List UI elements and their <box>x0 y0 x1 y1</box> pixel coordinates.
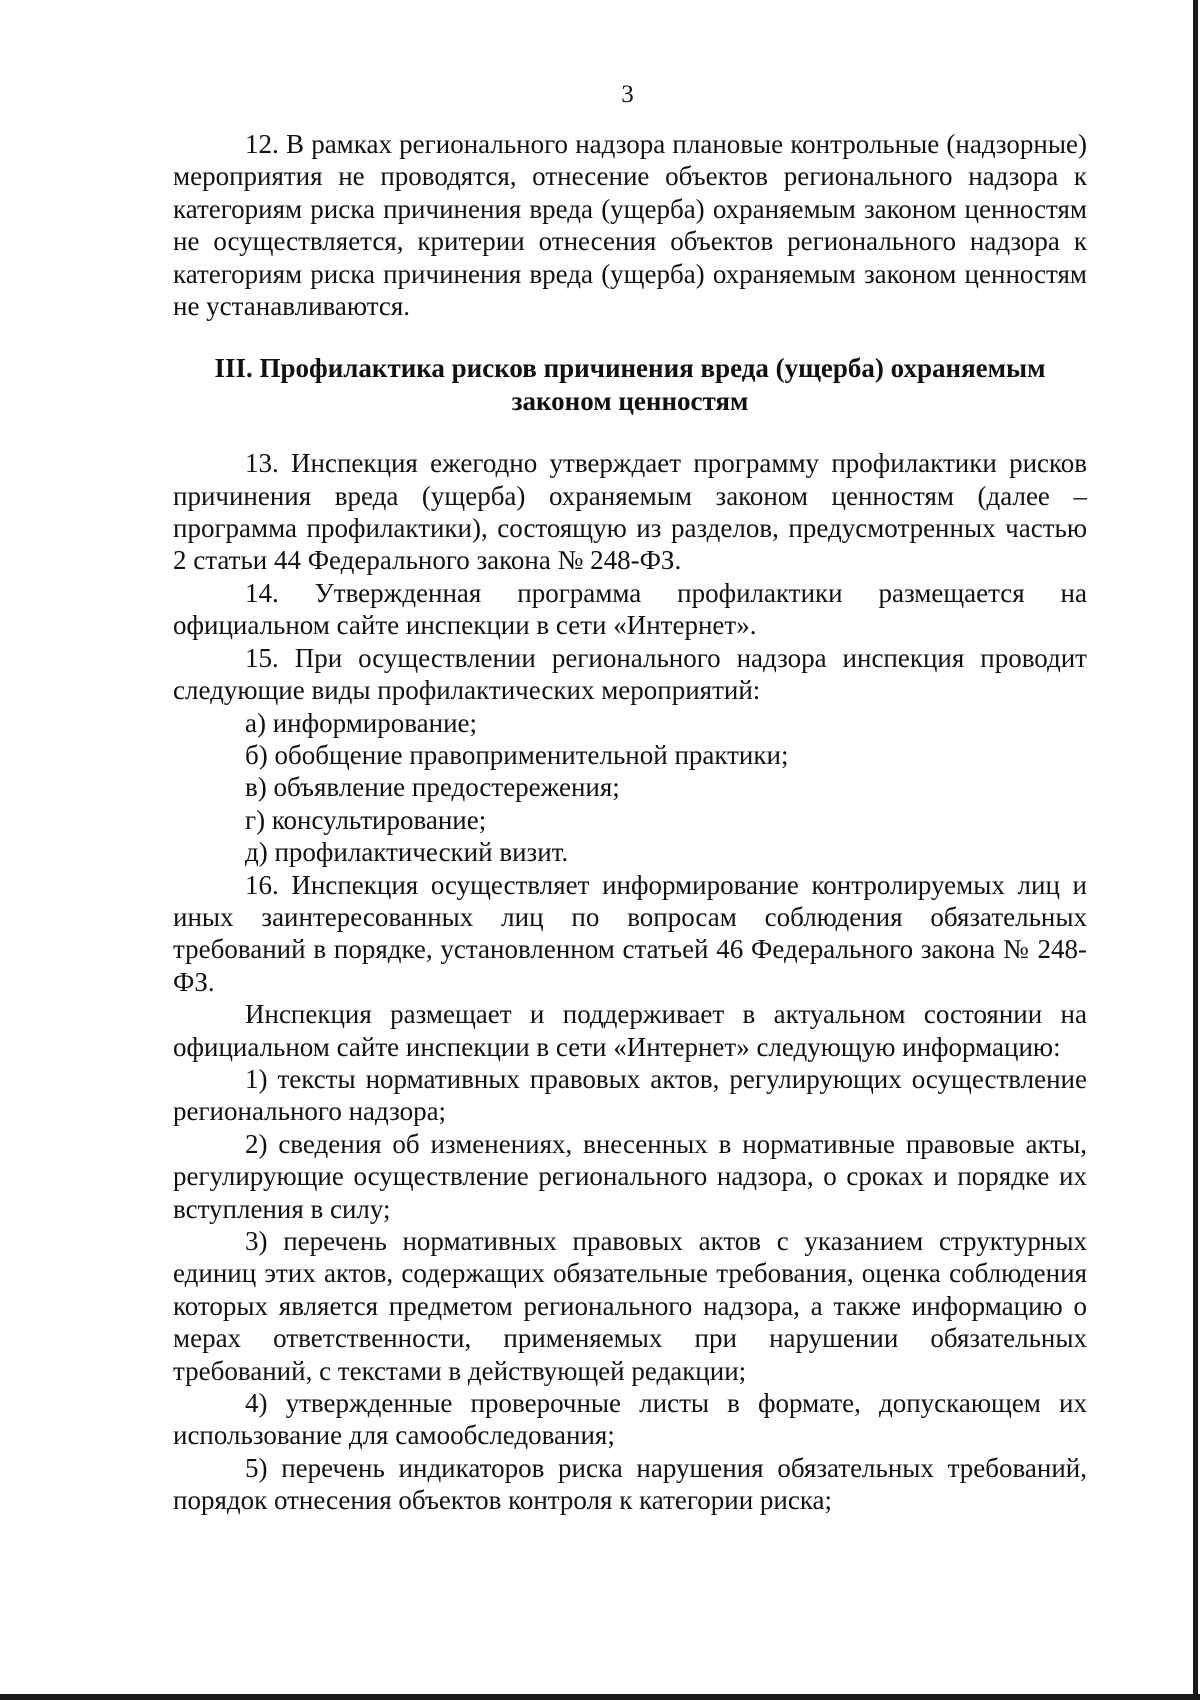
info-item-5: 5) перечень индикаторов риска нарушения обязательных требований, порядок отнесения объектов контроля к категории риска; <box>173 1452 1087 1516</box>
scan-edge-right <box>1193 0 1198 1700</box>
info-item-4: 4) утвержденные проверочные листы в формате, допускающем их использование для самообследования; <box>173 1388 1087 1451</box>
info-item-3: 3) перечень нормативных правовых актов с указанием структурных единиц этих актов, содержащих обязательные требования, оценка соблюдения которых является предметом регионального надзора, а также информацию о мерах ответственности, применяемых при нарушении обязательных требований, с текстами в действующей редакции; <box>173 1226 1087 1386</box>
list-item-b: б) обобщение правоприменительной практики; <box>245 739 789 770</box>
paragraph-15: 15. При осуществлении регионального надзора инспекция проводит следующие виды профилактических мероприятий: <box>173 642 1087 706</box>
list-item-a: а) информирование; <box>245 707 478 738</box>
document-body <box>173 128 1087 1517</box>
scan-edge-bottom <box>0 1694 1200 1700</box>
paragraph-16: 16. Инспекция осуществляет информирование контролируемых лиц и иных заинтересованных лиц по вопросам соблюдения обязательных требований в порядке, установленном статьей 46 Федерального закона № 248-ФЗ. <box>173 869 1087 997</box>
paragraph-13: 13. Инспекция ежегодно утверждает программу профилактики рисков причинения вреда (ущерба) охраняемым законом ценностям (далее – программа профилактики), состоящую из разделов, предусмотренных частью 2 статьи 44 Федерального закона № 248-ФЗ. <box>173 448 1087 576</box>
list-item-g: г) консультирование; <box>245 804 487 835</box>
paragraph-12: 12. В рамках регионального надзора плановые контрольные (надзорные) мероприятия не проводятся, отнесение объектов регионального надзора к категориям риска причинения вреда (ущерба) охраняемым законом ценностям не осуществляется, критерии отнесения объектов регионального надзора к категориям риска причинения вреда (ущерба) охраняемым законом ценностям не устанавливаются. <box>173 129 1087 322</box>
info-item-2: 2) сведения об изменениях, внесенных в нормативные правовые акты, регулирующие осуществление регионального надзора, о сроках и порядке их вступления в силу; <box>173 1128 1087 1224</box>
section-heading: III. Профилактика рисков причинения вреда (ущерба) охраняемым законом ценностям <box>214 353 1046 416</box>
paragraph-info-intro: Инспекция размещает и поддерживает в актуальном состоянии на официальном сайте инспекции в сети «Интернет» следующую информацию: <box>173 999 1087 1062</box>
list-item-d: д) профилактический визит. <box>245 837 569 868</box>
info-item-1: 1) тексты нормативных правовых актов, регулирующих осуществление регионального надзора; <box>173 1063 1087 1127</box>
page-number: 3 <box>621 81 634 108</box>
paragraph-14: 14. Утвержденная программа профилактики размещается на официальном сайте инспекции в сети «Интернет». <box>173 577 1087 641</box>
list-item-v: в) объявление предостережения; <box>245 772 620 803</box>
